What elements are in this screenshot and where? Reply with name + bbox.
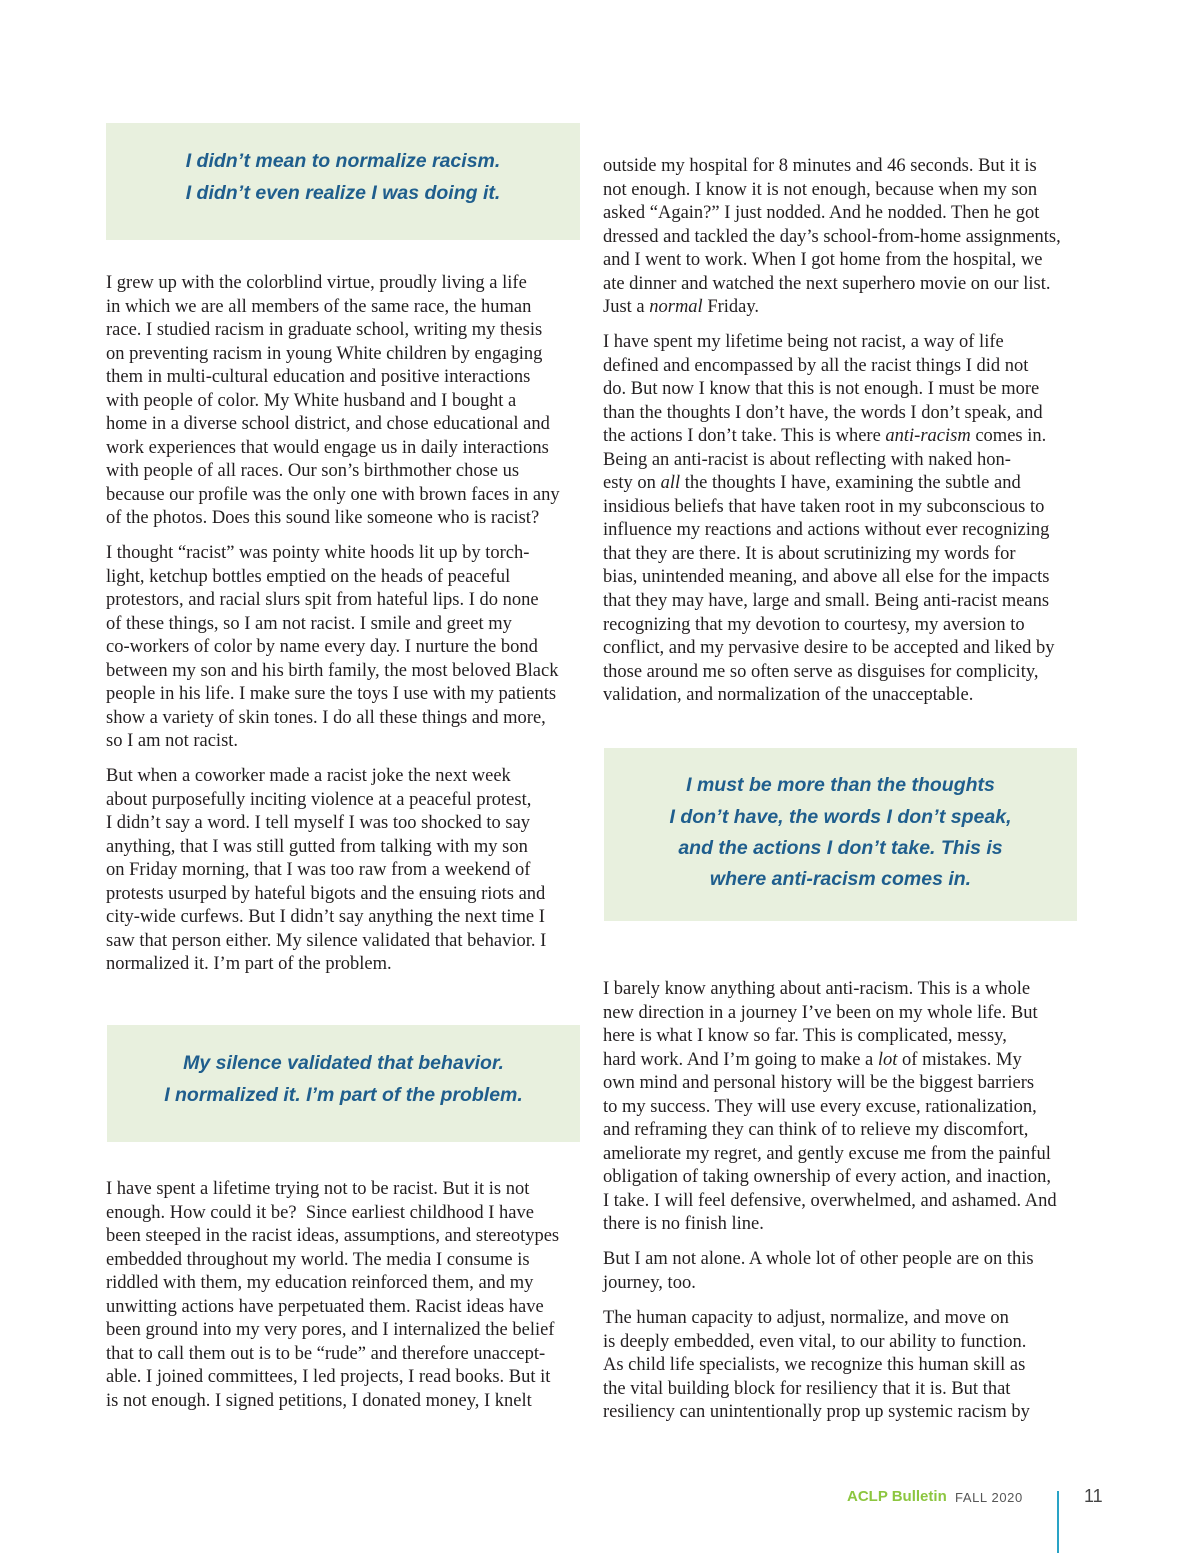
text-line: with people of color. My White husband and I bought a bbox=[106, 390, 517, 411]
text-line: able. I joined committees, I led projects, I read books. But it bbox=[106, 1367, 551, 1388]
paragraph-new-direction bbox=[603, 978, 1079, 1237]
text-line: own mind and personal history will be the biggest barriers bbox=[603, 1073, 1035, 1094]
text-line: I take. I will feel defensive, overwhelmed, and ashamed. And bbox=[603, 1190, 1057, 1211]
text-line: But when a coworker made a racist joke the next week bbox=[106, 766, 511, 786]
paragraph-what-racist-meant bbox=[106, 542, 582, 754]
footer-divider bbox=[1057, 1491, 1059, 1553]
text-line: because our profile was the only one with brown faces in any bbox=[106, 484, 560, 505]
text-line: conflict, and my pervasive desire to be accepted and liked by bbox=[603, 638, 1055, 659]
text-line: with people of all races. Our son’s birthmother chose us bbox=[106, 461, 520, 482]
text-line: ameliorate my regret, and gently excuse me from the painful bbox=[603, 1143, 1051, 1164]
paragraph-colorblind-virtue bbox=[106, 272, 582, 531]
text-line: enough. How could it be? Since earliest childhood I have bbox=[106, 1202, 534, 1223]
text-line: resiliency can unintentionally prop up systemic racism by bbox=[603, 1402, 1030, 1423]
quote-line: I don’t have, the words I don’t speak, bbox=[669, 805, 1012, 828]
text-line: protestors, and racial slurs spit from hateful lips. I do none bbox=[106, 590, 539, 611]
text-line: the vital building block for resiliency that it is. But that bbox=[603, 1378, 1011, 1399]
text-line: I have spent a lifetime trying not to be racist. But it is not bbox=[106, 1179, 530, 1199]
text-line: of these things, so I am not racist. I smile and greet my bbox=[106, 613, 512, 634]
text-line: I didn’t say a word. I tell myself I was too shocked to say bbox=[106, 813, 531, 834]
text-line: normalized it. I’m part of the problem. bbox=[106, 954, 392, 975]
text-line: co-workers of color by name every day. I nurture the bond bbox=[106, 637, 538, 658]
text-line: journey, too. bbox=[603, 1272, 696, 1293]
text-line: embedded throughout my world. The media I consume is bbox=[106, 1249, 530, 1270]
text-line: I thought “racist” was pointy white hoods lit up by torch- bbox=[106, 543, 530, 563]
quote-line: and the actions I don’t take. This is bbox=[678, 837, 1003, 859]
text-line bbox=[603, 1049, 1079, 1073]
text-line: them in multi-cultural education and positive interactions bbox=[106, 367, 531, 388]
text-line: dressed and tackled the day’s school-from-home assignments, bbox=[603, 226, 1061, 247]
text-line: validation, and normalization of the unacceptable. bbox=[603, 685, 974, 706]
text-line: asked “Again?” I just nodded. And he nodded. Then he got bbox=[603, 203, 1040, 224]
italic-emphasis: lot bbox=[877, 1049, 898, 1070]
text-line: influence my reactions and actions without ever recognizing bbox=[603, 520, 1050, 541]
text-line: in which we are all members of the same race, the human bbox=[106, 296, 532, 317]
text-line: been ground into my very pores, and I internalized the belief bbox=[106, 1320, 555, 1341]
text-line: obligation of taking ownership of every action, and inaction, bbox=[603, 1167, 1051, 1188]
text-line: new direction in a journey I’ve been on my whole life. But bbox=[603, 1002, 1038, 1023]
text-run: of mistakes. My bbox=[897, 1049, 1022, 1070]
pull-quote-normalize-racism bbox=[106, 123, 580, 240]
text-line: is deeply embedded, even vital, to our ability to function. bbox=[603, 1331, 1027, 1352]
text-run: the thoughts I have, examining the subtle and bbox=[680, 473, 1021, 494]
text-line: city-wide curfews. But I didn’t say anything the next time I bbox=[106, 907, 545, 928]
text-line: I barely know anything about anti-racism. This is a whole bbox=[603, 979, 1031, 999]
text-line: insidious beliefs that have taken root in my subconscious to bbox=[603, 496, 1045, 517]
text-line bbox=[603, 425, 1079, 449]
text-line: that to call them out is to be “rude” and therefore unaccept- bbox=[106, 1343, 546, 1364]
text-line: here is what I know so far. This is complicated, messy, bbox=[603, 1026, 1007, 1047]
text-line: home in a diverse school district, and chose educational and bbox=[106, 414, 550, 435]
text-line: But I am not alone. A whole lot of other people are on this bbox=[603, 1249, 1034, 1269]
text-line: there is no finish line. bbox=[603, 1214, 764, 1235]
text-line: not enough. I know it is not enough, because when my son bbox=[603, 179, 1038, 200]
paragraph-not-alone bbox=[603, 1248, 1079, 1295]
text-line: ate dinner and watched the next superhero movie on our list. bbox=[603, 273, 1051, 294]
pull-quote-silence-validated bbox=[107, 1025, 580, 1142]
text-line: is not enough. I signed petitions, I donated money, I knelt bbox=[106, 1390, 532, 1411]
text-line: Being an anti-racist is about reflecting with naked hon- bbox=[603, 449, 1011, 470]
text-line: about purposefully inciting violence at a peaceful protest, bbox=[106, 789, 532, 810]
text-run: Friday. bbox=[702, 297, 760, 318]
text-line: do. But now I know that this is not enough. I must be more bbox=[603, 379, 1040, 400]
text-line: I grew up with the colorblind virtue, proudly living a life bbox=[106, 273, 527, 293]
text-line: show a variety of skin tones. I do all these things and more, bbox=[106, 707, 546, 728]
paragraph-human-capacity bbox=[603, 1307, 1079, 1425]
quote-line: My silence validated that behavior. bbox=[183, 1052, 504, 1074]
quote-line: I normalized it. I’m part of the problem. bbox=[164, 1084, 523, 1106]
text-line: As child life specialists, we recognize this human skill as bbox=[603, 1355, 1026, 1376]
text-line: those around me so often serve as disguises for complicity, bbox=[603, 661, 1039, 682]
paragraph-coworker-joke bbox=[106, 765, 582, 977]
text-line: riddled with them, my education reinforced them, and my bbox=[106, 1273, 534, 1294]
text-line: people in his life. I make sure the toys I use with my patients bbox=[106, 684, 557, 705]
text-line: defined and encompassed by all the racist things I did not bbox=[603, 355, 1029, 376]
text-line: The human capacity to adjust, normalize, and move on bbox=[603, 1308, 1009, 1328]
italic-emphasis: anti-racism bbox=[885, 426, 971, 447]
text-run: esty on bbox=[603, 473, 661, 494]
text-line: I have spent my lifetime being not racist, a way of life bbox=[603, 332, 1004, 352]
text-line: so I am not racist. bbox=[106, 731, 239, 752]
text-line: anything, that I was still gutted from talking with my son bbox=[106, 836, 528, 857]
text-line: work experiences that would engage us in daily interactions bbox=[106, 437, 549, 458]
italic-emphasis: normal bbox=[649, 297, 703, 318]
text-line: protests usurped by hateful bigots and the ensuing riots and bbox=[106, 883, 546, 904]
text-line: of the photos. Does this sound like someone who is racist? bbox=[106, 508, 540, 529]
quote-line: I didn’t mean to normalize racism. bbox=[185, 150, 501, 172]
text-line: and I went to work. When I got home from the hospital, we bbox=[603, 250, 1043, 271]
quote-line: where anti-racism comes in. bbox=[709, 868, 972, 891]
text-line: to my success. They will use every excuse, rationalization, bbox=[603, 1096, 1037, 1117]
text-line: on Friday morning, that I was too raw from a weekend of bbox=[106, 860, 531, 881]
text-line: race. I studied racism in graduate school, writing my thesis bbox=[106, 320, 543, 341]
text-line: than the thoughts I don’t have, the words I don’t speak, and bbox=[603, 402, 1043, 423]
text-line: been steeped in the racist ideas, assumptions, and stereotypes bbox=[106, 1226, 560, 1247]
text-line bbox=[603, 472, 1079, 496]
text-line: outside my hospital for 8 minutes and 46 seconds. But it is bbox=[603, 156, 1037, 176]
text-line: unwitting actions have perpetuated them. Racist ideas have bbox=[106, 1296, 544, 1317]
quote-line: I didn’t even realize I was doing it. bbox=[185, 182, 501, 204]
issue-date: FALL 2020 bbox=[955, 1490, 1023, 1505]
text-line: light, ketchup bottles emptied on the heads of peaceful bbox=[106, 566, 511, 587]
text-line: that they are there. It is about scrutinizing my words for bbox=[603, 543, 1016, 564]
text-line: saw that person either. My silence validated that behavior. I bbox=[106, 930, 547, 951]
text-line: that they may have, large and small. Being anti-racist means bbox=[603, 591, 1050, 612]
text-run: comes in. bbox=[970, 426, 1047, 447]
pull-quote-more-than-thoughts bbox=[604, 748, 1077, 921]
italic-emphasis: all bbox=[660, 473, 681, 494]
paragraph-being-anti-racist bbox=[603, 331, 1079, 708]
text-line: bias, unintended meaning, and above all else for the impacts bbox=[603, 567, 1050, 588]
text-line: on preventing racism in young White children by engaging bbox=[106, 343, 543, 364]
quote-line: I must be more than the thoughts bbox=[686, 774, 995, 797]
text-line: and reframing they can think of to relieve my discomfort, bbox=[603, 1120, 1029, 1141]
page-number: 11 bbox=[1084, 1486, 1103, 1506]
publication-name: ACLP Bulletin bbox=[847, 1488, 947, 1505]
text-line bbox=[603, 296, 1079, 320]
text-line: between my son and his birth family, the most beloved Black bbox=[106, 660, 559, 681]
text-run: the actions I don’t take. This is where bbox=[603, 426, 886, 447]
text-line: recognizing that my devotion to courtesy, my aversion to bbox=[603, 614, 1025, 635]
paragraph-normal-friday bbox=[603, 155, 1079, 320]
text-run: hard work. And I’m going to make a bbox=[603, 1049, 878, 1070]
paragraph-lifetime-not-racist bbox=[106, 1178, 582, 1413]
text-run: Just a bbox=[603, 297, 650, 318]
